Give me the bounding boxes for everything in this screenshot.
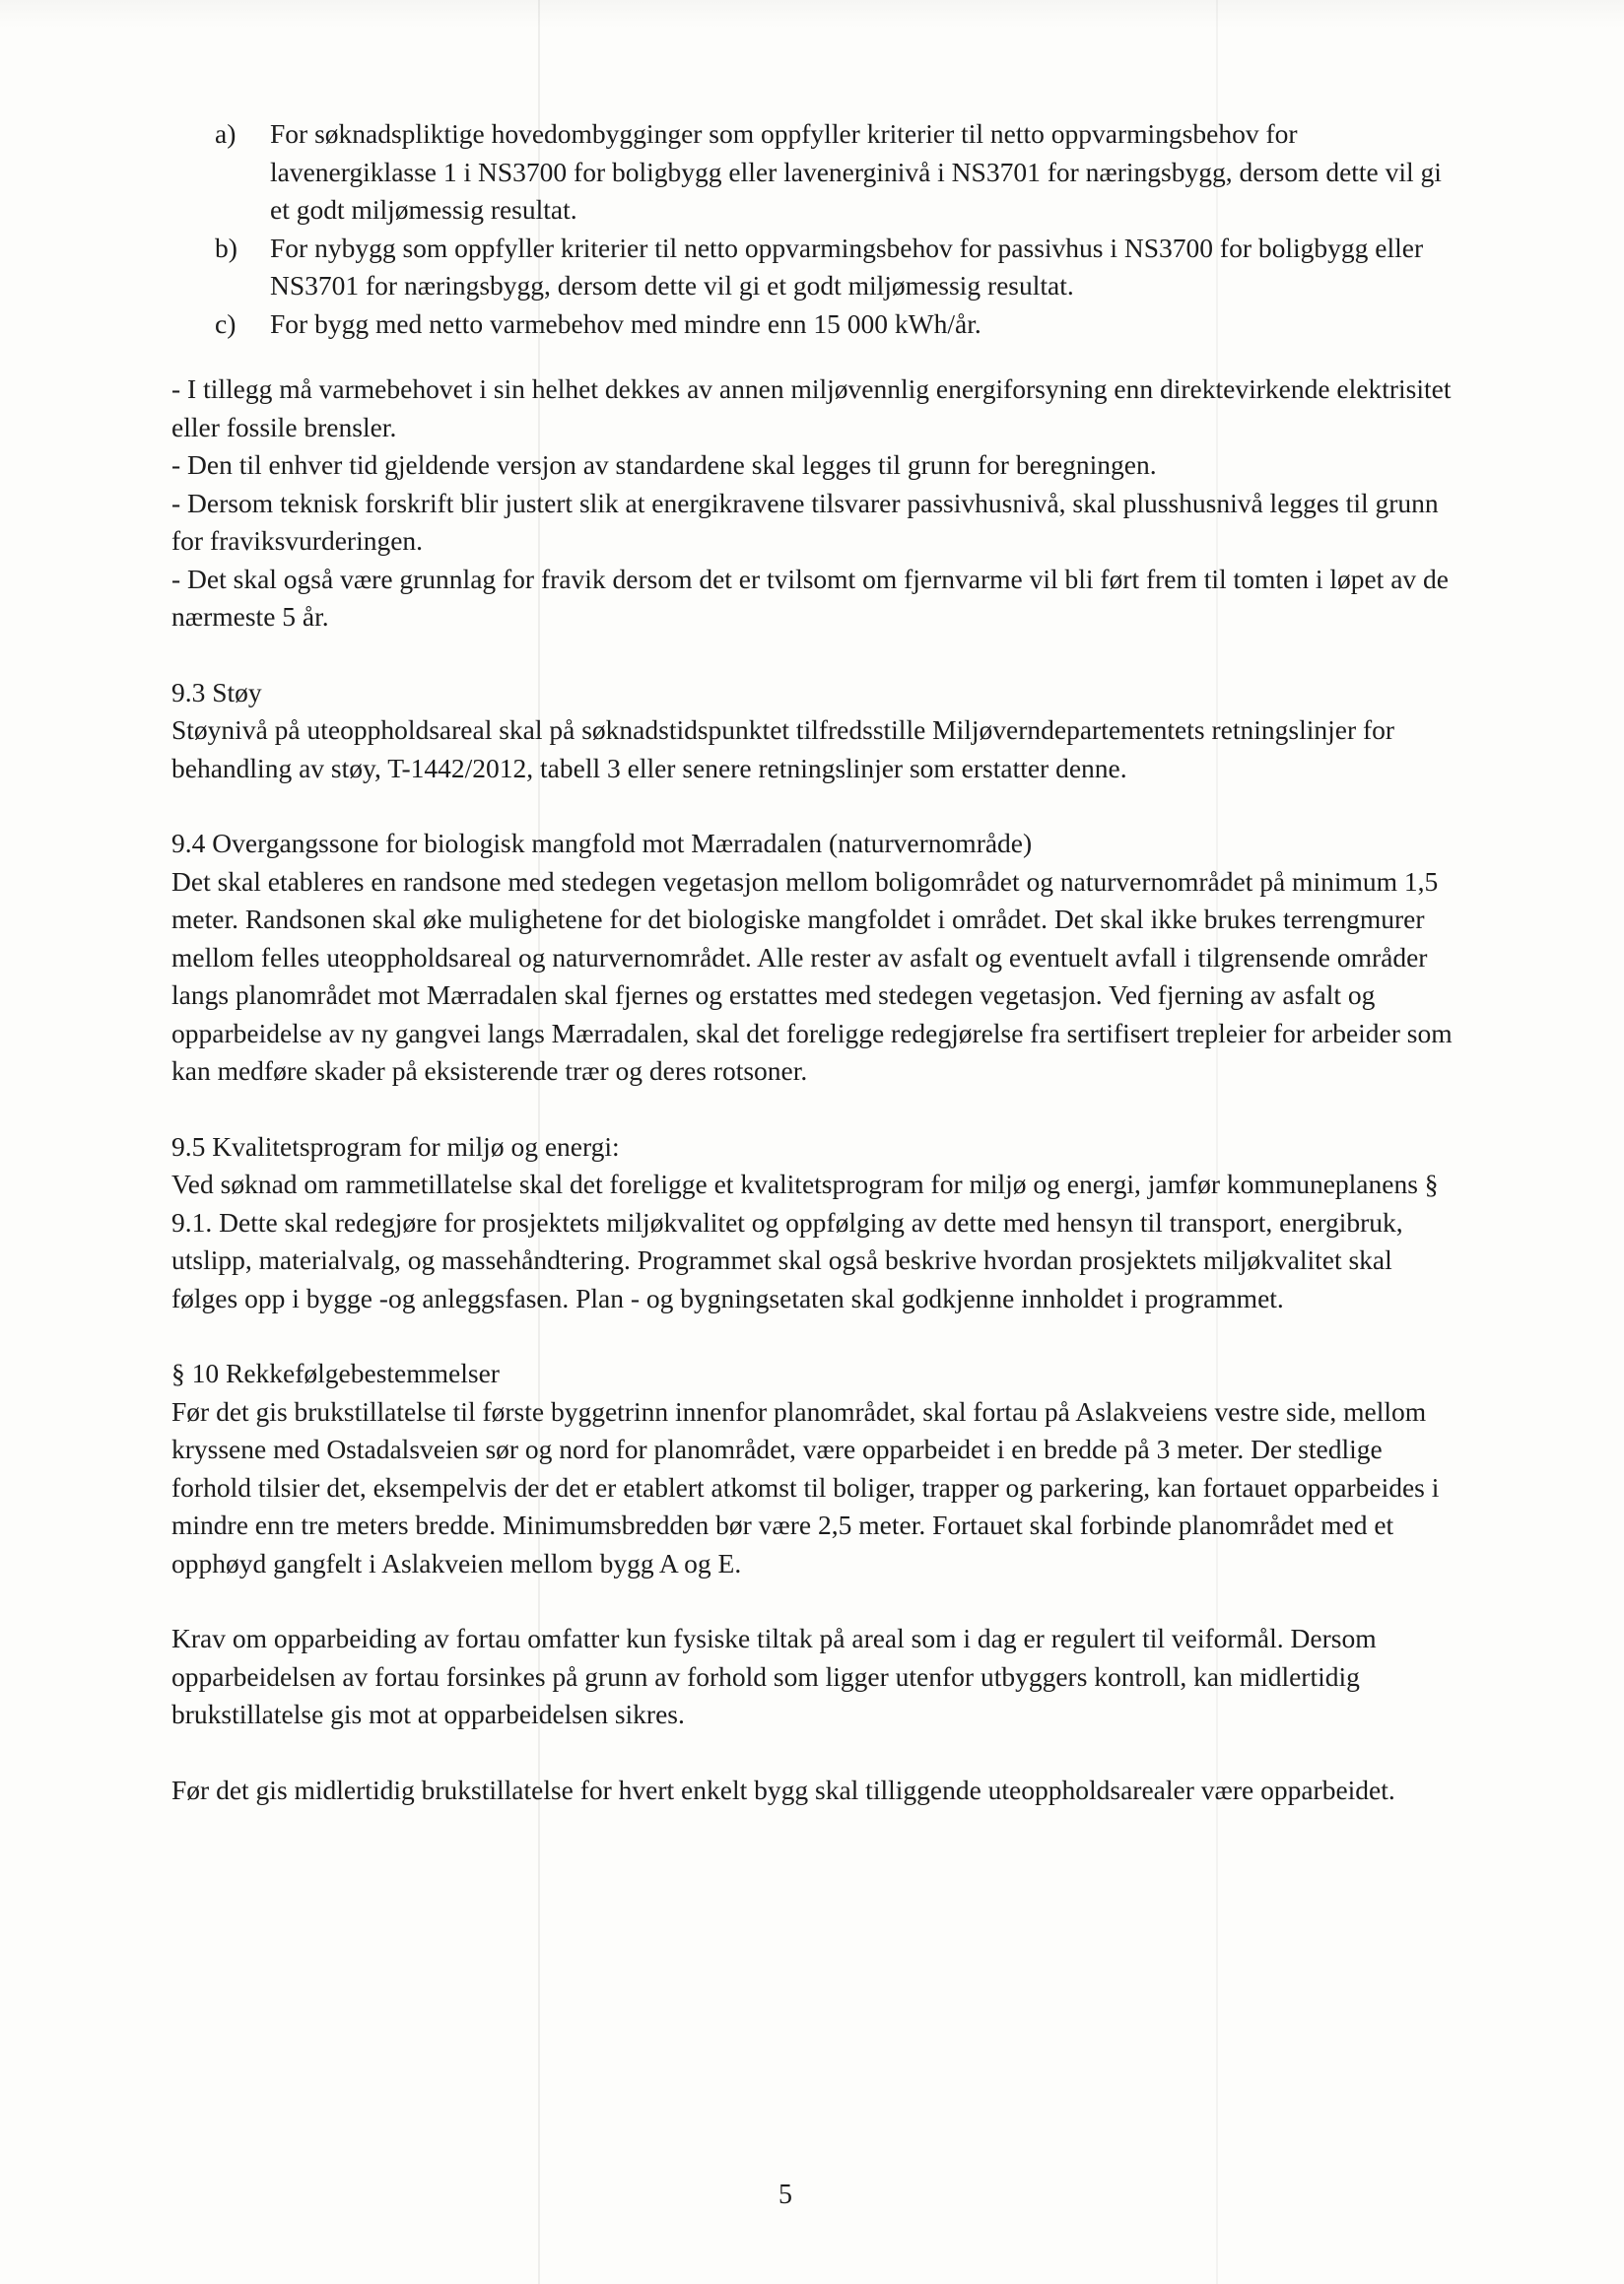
dash-item: - Det skal også være grunnlag for fravik dersom det er tvilsomt om fjernvarme vil bli ført frem til tomten i løpet av de nærmeste 5 år. bbox=[171, 563, 1449, 632]
dash-item: - I tillegg må varmebehovet i sin helhet dekkes av annen miljøvennlig energiforsyning enn direktevirkende elektrisitet eller fossile brensler. bbox=[171, 373, 1452, 442]
page-number: 5 bbox=[778, 2180, 792, 2210]
section-heading-9-4: 9.4 Overgangssone for biologisk mangfold mot Mærradalen (naturvernområde) bbox=[171, 828, 1033, 858]
list-marker: c) bbox=[215, 307, 237, 339]
section-body-10: Før det gis brukstillatelse til første byggetrinn innenfor planområdet, skal fortau på Aslakveiens vestre side, mellom kryssene med Ostadalsveien sør og nord for planområdet, være opparbeidet i en bredde på 3 meter. Der stedlige forhold tilsier det, eksempelvis der det er etablert atkomst til boliger, trapper og parkering, kan fortauet opparbeides i mindre enn tre meters bredde. Minimumsbredden bør være 2,5 meter. Fortauet skal forbinde planområdet med et opphøyd gangfelt i Aslakveien mellom bygg A og E. bbox=[171, 1395, 1440, 1579]
document-body bbox=[171, 115, 1453, 1809]
section-body-9-3: Støynivå på uteoppholdsareal skal på søknadstidspunktet tilfredsstille Miljøverndepartementets retningslinjer for behandling av støy, T-1442/2012, tabell 3 eller senere retningslinjer som erstatter denne. bbox=[171, 714, 1395, 783]
dash-item: - Dersom teknisk forskrift blir justert slik at energikravene tilsvarer passivhusnivå, skal plusshusnivå legges til grunn for fraviksvurderingen. bbox=[171, 487, 1439, 556]
list-item bbox=[171, 305, 1453, 344]
list-item bbox=[171, 115, 1453, 230]
section-heading-9-5: 9.5 Kvalitetsprogram for miljø og energi: bbox=[171, 1130, 620, 1162]
list-item bbox=[171, 230, 1453, 305]
paragraph: Før det gis midlertidig brukstillatelse for hvert enkelt bygg skal tilliggende uteoppholdsarealer være opparbeidet. bbox=[171, 1774, 1395, 1805]
list-marker: b) bbox=[215, 232, 237, 263]
section-body-9-4: Det skal etableres en randsone med stedegen vegetasjon mellom boligområdet og naturvernområdet på minimum 1,5 meter. Randsonen skal øke mulighetene for det biologiske mangfoldet i området. Det skal ikke brukes terrengmurer mellom felles uteoppholdsareal og naturvernområdet. Alle rester av asfalt og eventuelt avfall i tilgrensende områder langs planområdet mot Mærradalen skal fjernes og erstattes med stedegen vegetasjon. Ved fjerning av asfalt og opparbeidelse av ny gangvei langs Mærradalen, skal det foreligge redegjørelse fra sertifisert trepleier for arbeider som kan medføre skader på eksisterende trær og deres rotsoner. bbox=[171, 865, 1453, 1086]
list-item-text: For nybygg som oppfyller kriterier til netto oppvarmingsbehov for passivhus i NS3700 for boligbygg eller NS3701 for næringsbygg, dersom dette vil gi et godt miljømessig resultat. bbox=[270, 232, 1424, 301]
section-heading-9-3: 9.3 Støy bbox=[171, 676, 262, 707]
dash-item: - Den til enhver tid gjeldende versjon av standardene skal legges til grunn for beregningen. bbox=[171, 449, 1157, 480]
section-body-9-5: Ved søknad om rammetillatelse skal det foreligge et kvalitetsprogram for miljø og energi, jamfør kommuneplanens § 9.1. Dette skal redegjøre for prosjektets miljøkvalitet og oppfølging av dette med hensyn til transport, energibruk, utslipp, materialvalg, og massehåndtering. Programmet skal også beskrive hvordan prosjektets miljøkvalitet skal følges opp i bygge -og anleggsfasen. Plan - og bygningsetaten skal godkjenne innholdet i programmet. bbox=[171, 1169, 1439, 1313]
list-item-text: For bygg med netto varmebehov med mindre enn 15 000 kWh/år. bbox=[270, 307, 981, 339]
list-item-text: For søknadspliktige hovedombygginger som oppfyller kriterier til netto oppvarmingsbehov for lavenergiklasse 1 i NS3700 for boligbygg eller lavenerginivå i NS3701 for næringsbygg, dersom dette vil gi et godt miljømessig resultat. bbox=[270, 118, 1442, 225]
list-marker: a) bbox=[215, 118, 237, 149]
paragraph: Krav om opparbeiding av fortau omfatter kun fysiske tiltak på areal som i dag er regulert til veiformål. Dersom opparbeidelsen av fortau forsinkes på grunn av forhold som ligger utenfor utbyggers kontroll, kan midlertidig brukstillatelse gis mot at opparbeidelsen sikres. bbox=[171, 1623, 1377, 1729]
section-heading-10: § 10 Rekkefølgebestemmelser bbox=[171, 1358, 500, 1388]
